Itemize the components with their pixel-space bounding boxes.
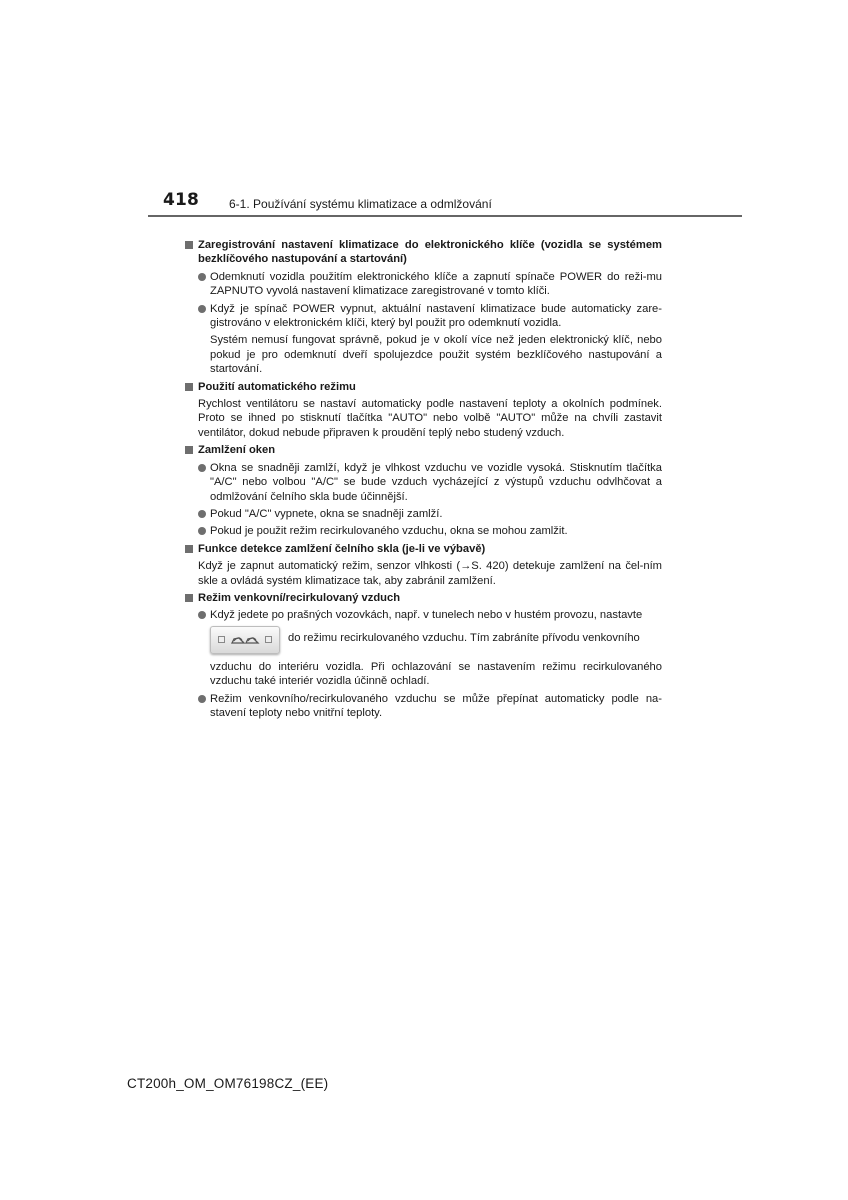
section-text: Rychlost ventilátoru se nastaví automaticky podle nastavení teploty a okolních podmínek. Proto se ihned po stisknutí tlačítka "AUTO" nebo volbě "AUTO" může na chvíli zastavit ventilátor, dokud nebude připraven k proudění teplý nebo studený vzduch. bbox=[198, 398, 662, 439]
header-rule bbox=[148, 215, 742, 217]
section-heading-outside-recirc-mode: Režim venkovní/recirkulovaný vzduch bbox=[184, 591, 662, 605]
section-note: Systém nemusí fungovat správně, pokud je v okolí více než jeden elektronický klíč, nebo pokud je pro odemknutí dveří spolujezdce použit systém bezklíčového nastupování a startování. bbox=[210, 334, 662, 376]
square-bullet-icon bbox=[185, 446, 193, 454]
recirc-icon-line: do režimu recirkulovaného vzduchu. Tím zabráníte přívodu venkovního bbox=[184, 626, 662, 654]
list-item: Režim venkovního/recirkulovaného vzduchu se může přepínat automaticky podle na-stavení teploty nebo vnitřní teploty. bbox=[184, 692, 662, 721]
section-heading-window-fogging: Zamlžení oken bbox=[184, 443, 662, 457]
square-bullet-icon bbox=[185, 545, 193, 553]
section-heading-auto-mode: Použití automatického režimu bbox=[184, 380, 662, 394]
square-bullet-icon bbox=[185, 241, 193, 249]
recirculation-mode-button-icon bbox=[210, 626, 280, 654]
footer-document-code: CT200h_OM_OM76198CZ_(EE) bbox=[127, 1076, 329, 1091]
list-item: Když jedete po prašných vozovkách, např. v tunelech nebo v hustém provozu, nastavte bbox=[184, 608, 662, 622]
indicator-light-icon bbox=[265, 636, 272, 643]
car-recirculation-icon bbox=[230, 634, 260, 646]
indicator-light-icon bbox=[218, 636, 225, 643]
list-item: Okna se snadněji zamlží, když je vlhkost vzduchu ve vozidle vysoká. Stisknutím tlačítka "A/C" nebo volbou "A/C" se bude vzduch vycházející z výstupů vzduchu odvlhčovat a odmlžování čelního skla bude účinnější. bbox=[184, 461, 662, 504]
round-bullet-icon bbox=[198, 510, 206, 518]
section-heading-key-registration: Zaregistrování nastavení klimatizace do elektronického klíče (vozidla se systémem bezklíčového nastupování a startování) bbox=[184, 238, 662, 267]
section-text: Když je zapnut automatický režim, senzor vlhkosti (→S. 420) detekuje zamlžení na čel-ním skle a ovládá systém klimatizace tak, aby zabránil zamlžení. bbox=[198, 560, 662, 587]
square-bullet-icon bbox=[185, 383, 193, 391]
round-bullet-icon bbox=[198, 527, 206, 535]
section-heading-windshield-fog-detection: Funkce detekce zamlžení čelního skla (je-li ve výbavě) bbox=[184, 542, 662, 556]
list-item: Pokud je použit režim recirkulovaného vzduchu, okna se mohou zamlžit. bbox=[184, 524, 662, 538]
list-item: Odemknutí vozidla použitím elektronického klíče a zapnutí spínače POWER do reži-mu ZAPNUTO vyvolá nastavení klimatizace zaregistrované v tomto klíči. bbox=[184, 270, 662, 299]
round-bullet-icon bbox=[198, 273, 206, 281]
round-bullet-icon bbox=[198, 611, 206, 619]
round-bullet-icon bbox=[198, 695, 206, 703]
round-bullet-icon bbox=[198, 305, 206, 313]
bullet-continuation: vzduchu do interiéru vozidla. Při ochlazování se nastavením režimu recirkulovaného vzduchu také interiér vozidla účinně ochladí. bbox=[210, 660, 662, 688]
round-bullet-icon bbox=[198, 464, 206, 472]
square-bullet-icon bbox=[185, 594, 193, 602]
list-item: Když je spínač POWER vypnut, aktuální nastavení klimatizace bude automaticky zare-gistrováno v elektronickém klíči, který byl použit pro odemknutí vozidla. bbox=[184, 302, 662, 331]
list-item: Pokud "A/C" vypnete, okna se snadněji zamlží. bbox=[184, 507, 662, 521]
content-body bbox=[184, 238, 662, 723]
page-number: 418 bbox=[163, 190, 200, 210]
chapter-title: 6-1. Používání systému klimatizace a odmlžování bbox=[229, 197, 492, 211]
